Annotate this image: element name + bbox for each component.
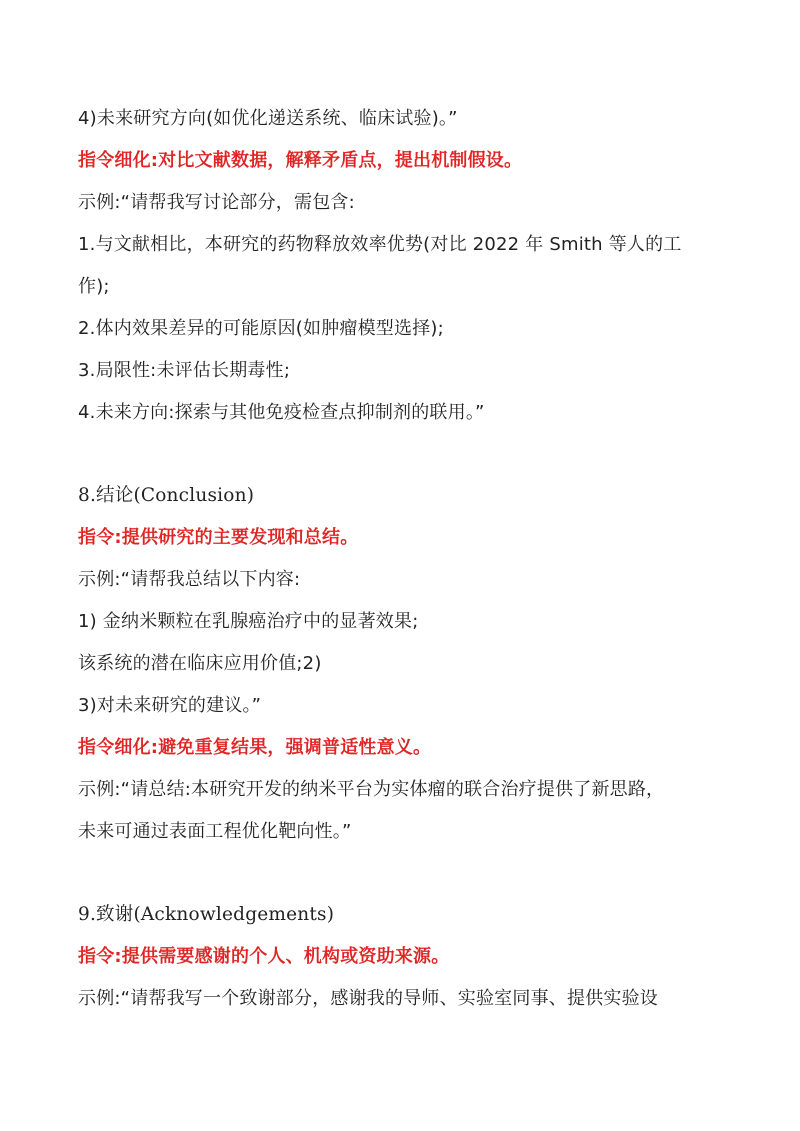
future-directions-line: 4)未来研究方向(如优化递送系统、临床试验)。” [78, 108, 458, 129]
discussion-item-2: 2.体内效果差异的可能原因(如肿瘤模型选择); [78, 318, 444, 339]
acknowledgements-example-intro: 示例:“请帮我写一个致谢部分，感谢我的导师、实验室同事、提供实验设 [78, 988, 658, 1009]
discussion-item-4: 4.未来方向:探索与其他免疫检查点抑制剂的联用。” [78, 402, 485, 423]
example-intro: 示例:“请帮我写讨论部分，需包含: [78, 192, 355, 213]
discussion-item-3: 3.局限性:未评估长期毒性; [78, 360, 291, 381]
conclusion-instruction: 指令:提供研究的主要发现和总结。 [78, 527, 359, 548]
conclusion-item-2: 该系统的潜在临床应用价值;2) [78, 653, 322, 674]
refine-instruction: 指令细化:对比文献数据，解释矛盾点，提出机制假设。 [78, 150, 523, 171]
acknowledgements-heading: 9.致谢(Acknowledgements) [78, 904, 335, 925]
discussion-item-1-continued: 作); [78, 276, 110, 297]
discussion-item-1: 1.与文献相比，本研究的药物释放效率优势(对比 2022 年 Smith 等人的工 [78, 234, 682, 255]
conclusion-refine-instruction: 指令细化:避免重复结果，强调普适性意义。 [78, 737, 432, 758]
conclusion-example-2: 示例:“请总结:本研究开发的纳米平台为实体瘤的联合治疗提供了新思路， [78, 779, 665, 800]
conclusion-item-3: 3)对未来研究的建议。” [78, 695, 262, 716]
conclusion-example-intro: 示例:“请帮我总结以下内容: [78, 569, 301, 590]
conclusion-item-1: 1) 金纳米颗粒在乳腺癌治疗中的显著效果; [78, 611, 419, 632]
conclusion-example-2-continued: 未来可通过表面工程优化靶向性。” [78, 821, 352, 842]
acknowledgements-instruction: 指令:提供需要感谢的个人、机构或资助来源。 [78, 946, 450, 967]
conclusion-heading: 8.结论(Conclusion) [78, 485, 255, 506]
